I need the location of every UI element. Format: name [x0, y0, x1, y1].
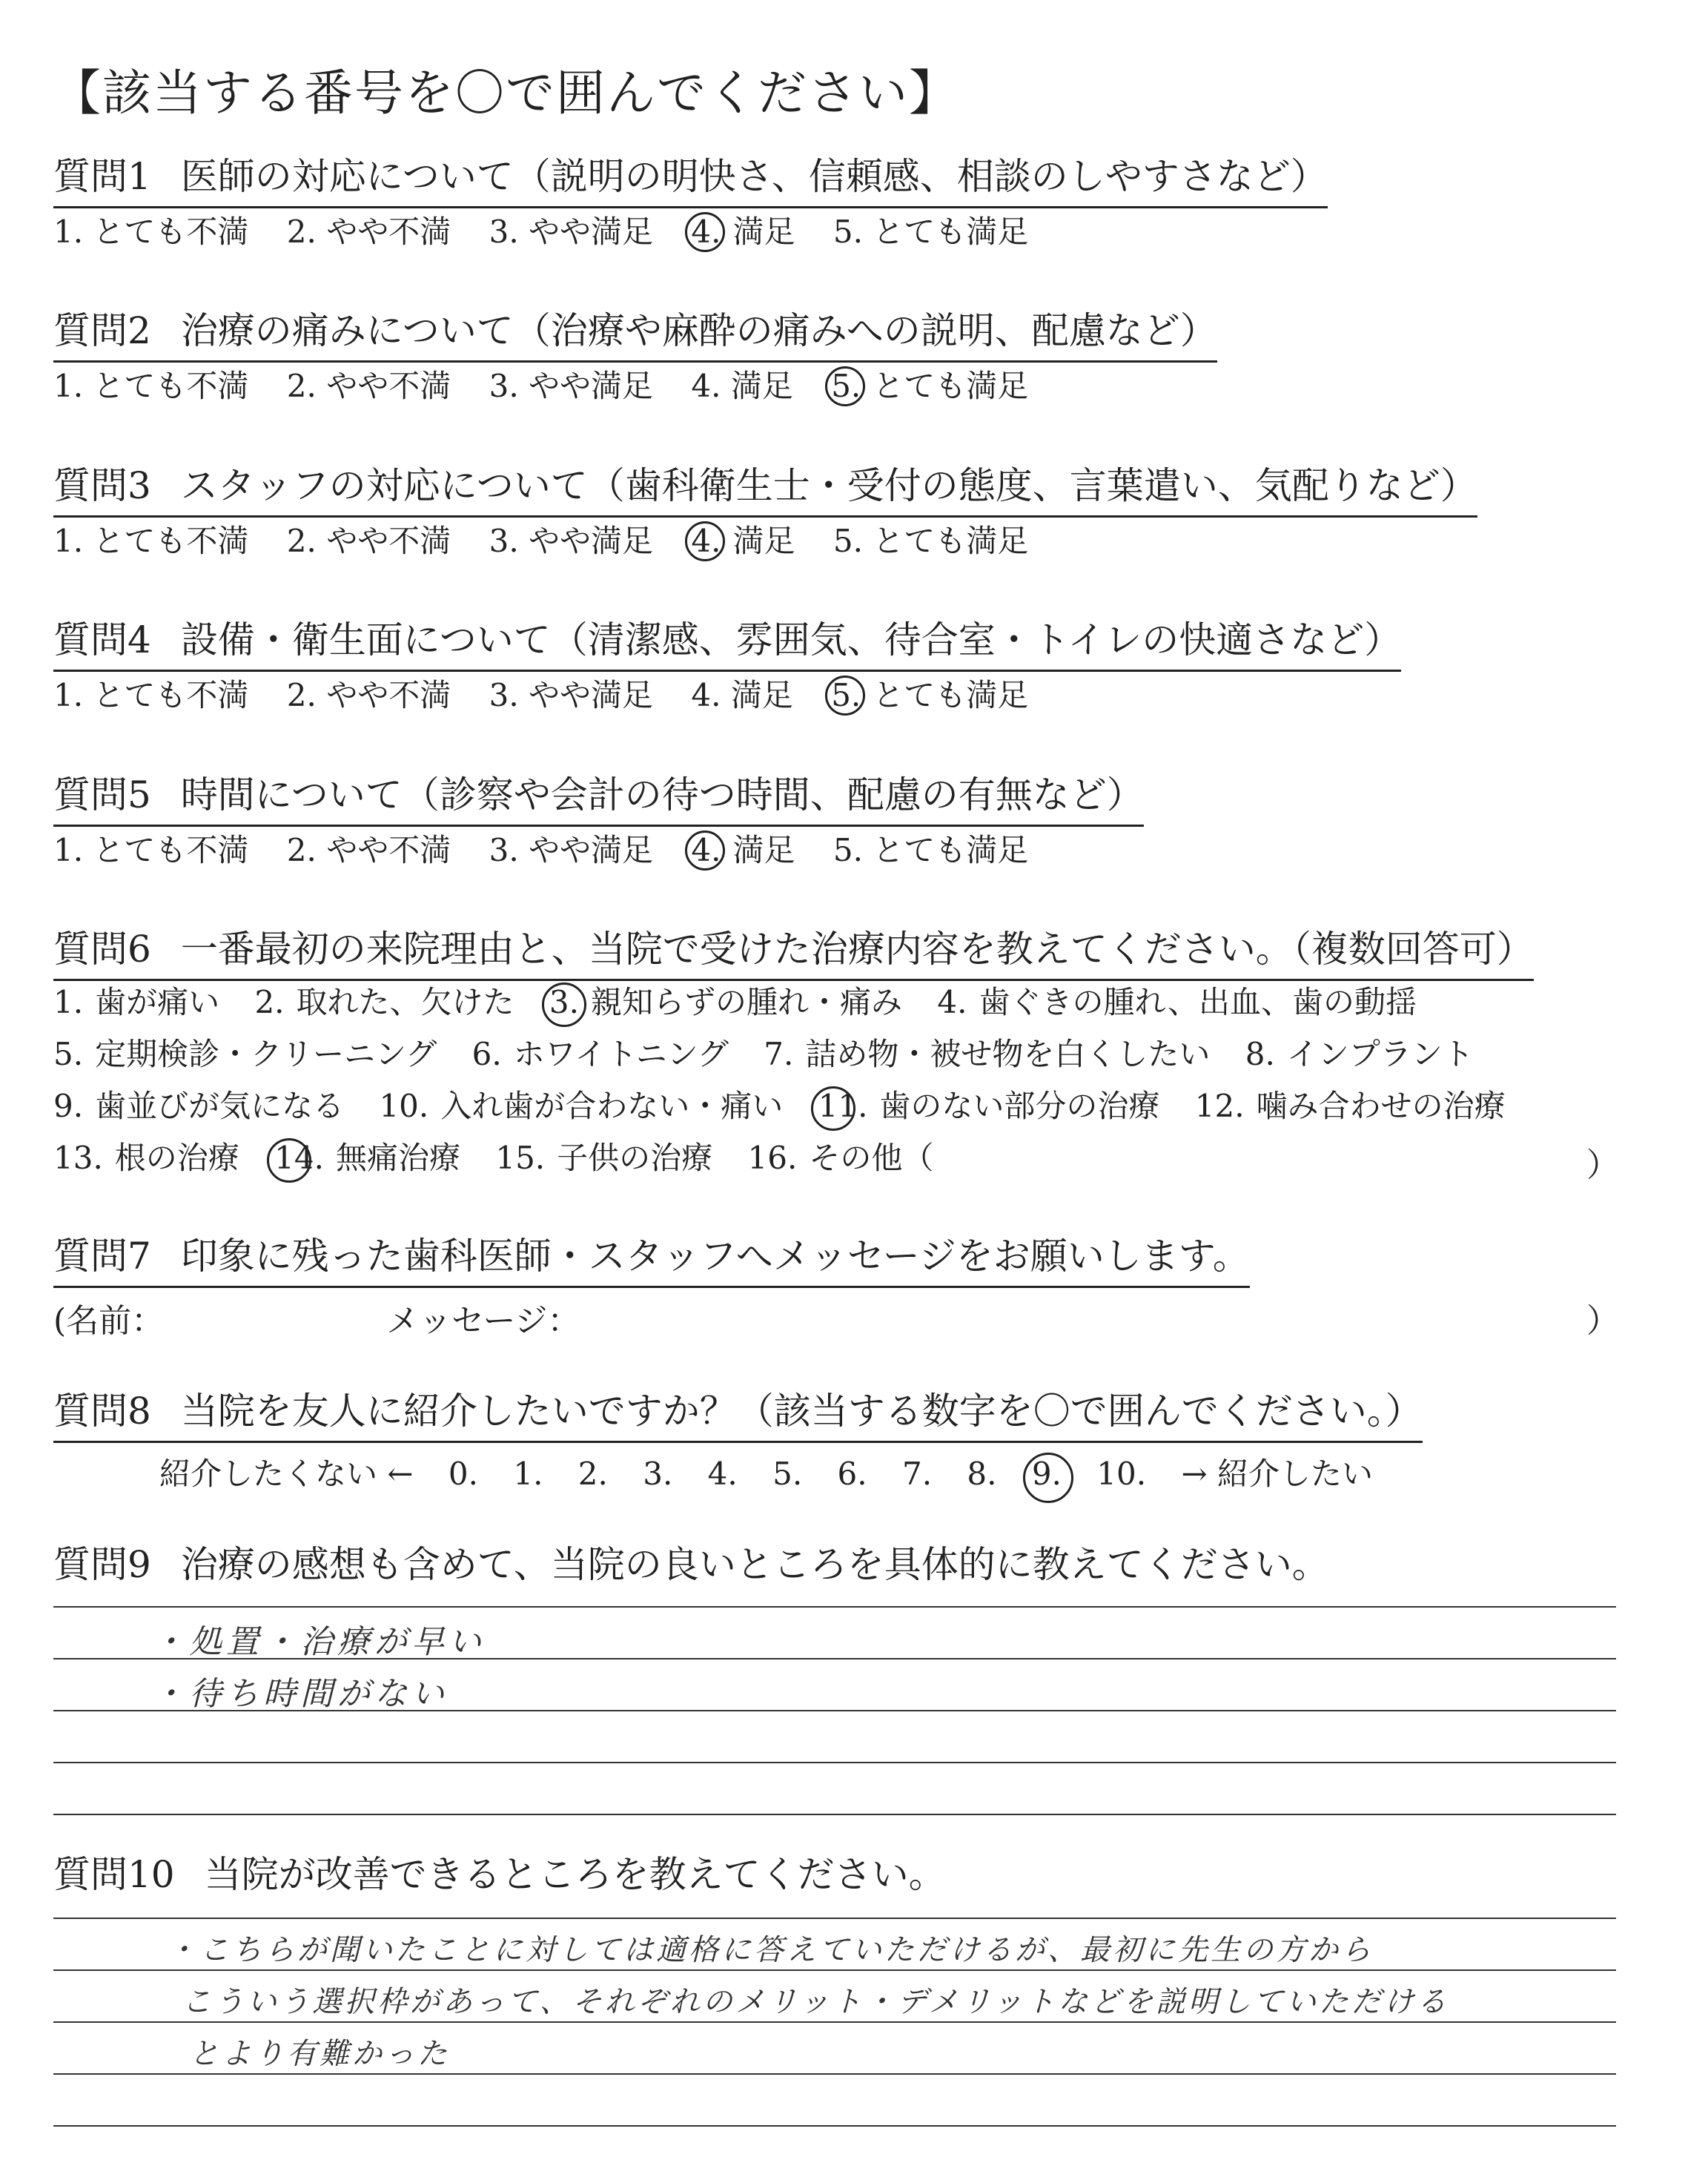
recommend-scale: [159, 1450, 1398, 1494]
question-5-heading: [53, 774, 1144, 827]
option-4-selected[interactable]: 4. 満足: [691, 832, 795, 868]
question-6-row-2: [53, 1036, 1499, 1073]
option-5[interactable]: 5. とても満足: [833, 832, 1029, 868]
option-1[interactable]: 1. とても不満: [53, 523, 249, 559]
answer-line: [53, 1762, 1616, 1763]
question-10-heading: [53, 1854, 946, 1904]
scale-right-label: → 紹介したい: [1181, 1456, 1373, 1492]
option-5-selected[interactable]: 5. とても満足: [831, 368, 1029, 404]
option-4[interactable]: 4. 満足: [691, 368, 793, 404]
answer-line: [53, 1606, 1616, 1608]
question-7-fields: [53, 1294, 580, 1341]
answer-line: [53, 1814, 1616, 1815]
question-8-heading: [53, 1390, 1423, 1443]
question-text: 一番最初の来院理由と、当院で受けた治療内容を教えてください。（複数回答可）: [180, 928, 1534, 971]
option-3[interactable]: 3. やや満足: [489, 677, 654, 713]
option-6[interactable]: 6. ホワイトニング: [471, 1036, 729, 1072]
question-4-heading: [53, 619, 1401, 672]
option-5-selected[interactable]: 5. とても満足: [831, 677, 1029, 713]
question-2-options: [53, 368, 1056, 405]
option-2[interactable]: 2. やや不満: [286, 523, 451, 559]
option-2[interactable]: 2. やや不満: [286, 214, 451, 250]
scale-5[interactable]: 5.: [772, 1456, 803, 1492]
option-8[interactable]: 8. インプラント: [1245, 1036, 1474, 1072]
scale-left-label: 紹介したくない ←: [159, 1456, 414, 1492]
option-4[interactable]: 4. 歯ぐきの腫れ、出血、歯の動揺: [937, 984, 1417, 1020]
question-number: 質問7: [53, 1235, 151, 1278]
option-4-selected[interactable]: 4. 満足: [691, 523, 795, 559]
question-6-row-1: [53, 984, 1442, 1021]
q10-handwritten-answer-3: とより有難かった: [189, 2037, 450, 2071]
option-3[interactable]: 3. やや満足: [489, 832, 654, 868]
question-number: 質問5: [53, 773, 151, 816]
option-11-selected[interactable]: 11. 歯のない部分の治療: [818, 1088, 1160, 1124]
option-7[interactable]: 7. 詰め物・被せ物を白くしたい: [764, 1036, 1211, 1072]
option-3[interactable]: 3. やや満足: [489, 214, 654, 250]
answer-line: [53, 2073, 1616, 2075]
option-1[interactable]: 1. とても不満: [53, 368, 249, 404]
question-number: 質問2: [53, 309, 151, 352]
q10-handwritten-answer-1: ・こちらが聞いたことに対しては適格に答えていただけるが、最初に先生の方から: [167, 1933, 1374, 1967]
page-title: 【該当する番号を〇で囲んでください】: [52, 65, 959, 122]
question-number: 質問6: [53, 928, 151, 971]
question-7-heading: [53, 1235, 1250, 1288]
scale-6[interactable]: 6.: [837, 1456, 867, 1492]
option-2[interactable]: 2. やや不満: [286, 677, 451, 713]
option-5[interactable]: 5. 定期検診・クリーニング: [53, 1036, 437, 1072]
question-text: 時間について（診察や会計の待つ時間、配慮の有無など）: [180, 773, 1144, 816]
question-text: 治療の痛みについて（治療や麻酔の痛みへの説明、配慮など）: [180, 309, 1217, 352]
option-2[interactable]: 2. 取れた、欠けた: [254, 984, 514, 1020]
answer-line: [53, 2021, 1616, 2023]
question-4-options: [53, 677, 1056, 714]
scale-8[interactable]: 8.: [967, 1456, 997, 1492]
option-1[interactable]: 1. 歯が痛い: [53, 984, 220, 1020]
option-5[interactable]: 5. とても満足: [833, 214, 1029, 250]
option-10[interactable]: 10. 入れ歯が合わない・痛い: [379, 1088, 784, 1124]
question-text: 当院が改善できるところを教えてください。: [204, 1853, 946, 1896]
option-5[interactable]: 5. とても満足: [833, 523, 1029, 559]
question-number: 質問1: [53, 155, 151, 198]
question-1-options: [53, 214, 1056, 251]
q10-handwritten-answer-2: こういう選択枠があって、それぞれのメリット・デメリットなどを説明していただける: [182, 1985, 1449, 2019]
question-3-heading: [53, 465, 1477, 518]
scale-1[interactable]: 1.: [513, 1456, 543, 1492]
option-3-selected[interactable]: 3. 親知らずの腫れ・痛み: [549, 984, 902, 1020]
question-number: 質問10: [53, 1853, 175, 1896]
option-1[interactable]: 1. とても不満: [53, 677, 249, 713]
question-number: 質問8: [53, 1390, 151, 1433]
question-3-options: [53, 523, 1056, 560]
option-3[interactable]: 3. やや満足: [489, 368, 654, 404]
other-close-paren: ）: [1586, 1146, 1619, 1184]
scale-4[interactable]: 4.: [707, 1456, 738, 1492]
option-2[interactable]: 2. やや不満: [286, 832, 451, 868]
question-9-heading: [53, 1544, 1329, 1594]
message-label: メッセージ：: [386, 1302, 580, 1340]
scale-3[interactable]: 3.: [643, 1456, 673, 1492]
question-number: 質問4: [53, 618, 151, 661]
question-text: スタッフの対応について（歯科衛生士・受付の態度、言葉遣い、気配りなど）: [180, 464, 1477, 507]
question-6-heading: [53, 928, 1534, 981]
option-4[interactable]: 4. 満足: [691, 677, 793, 713]
answer-line: [53, 2125, 1616, 2127]
option-1[interactable]: 1. とても不満: [53, 832, 249, 868]
question-number: 質問3: [53, 464, 151, 507]
question-6-row-4: [53, 1140, 959, 1177]
scale-2[interactable]: 2.: [577, 1456, 608, 1492]
question-text: 印象に残った歯科医師・スタッフへメッセージをお願いします。: [180, 1235, 1250, 1278]
scale-9-selected[interactable]: 9.: [1031, 1456, 1062, 1492]
name-label: (名前：: [53, 1302, 165, 1340]
option-1[interactable]: 1. とても不満: [53, 214, 249, 250]
scale-10[interactable]: 10.: [1096, 1456, 1147, 1492]
q9-handwritten-answer-2: ・待ち時間がない: [152, 1675, 448, 1713]
option-9[interactable]: 9. 歯並びが気になる: [53, 1088, 345, 1124]
question-number: 質問9: [53, 1543, 151, 1586]
question-6-row-3: [53, 1088, 1531, 1125]
option-12[interactable]: 12. 噛み合わせの治療: [1194, 1088, 1506, 1124]
message-close-paren: ）: [1586, 1302, 1619, 1340]
question-5-options: [53, 832, 1056, 869]
option-13[interactable]: 13. 根の治療: [53, 1140, 239, 1176]
option-3[interactable]: 3. やや満足: [489, 523, 654, 559]
answer-line: [53, 1969, 1616, 1971]
option-14-selected[interactable]: 14. 無痛治療: [274, 1140, 460, 1176]
q9-handwritten-answer-1: ・処置・治療が早い: [152, 1623, 486, 1661]
scale-7[interactable]: 7.: [901, 1456, 933, 1492]
option-4-selected[interactable]: 4. 満足: [691, 214, 795, 250]
option-16[interactable]: 16. その他（: [747, 1140, 934, 1176]
scale-0[interactable]: 0.: [448, 1456, 478, 1492]
option-2[interactable]: 2. やや不満: [286, 368, 451, 404]
option-15[interactable]: 15. 子供の治療: [495, 1140, 713, 1176]
question-text: 治療の感想も含めて、当院の良いところを具体的に教えてください。: [180, 1543, 1329, 1586]
question-2-heading: [53, 310, 1217, 363]
answer-line: [53, 1918, 1616, 1919]
question-text: 医師の対応について（説明の明快さ、信頼感、相談のしやすさなど）: [180, 155, 1328, 198]
question-text: 当院を友人に紹介したいですか？（該当する数字を〇で囲んでください。）: [180, 1390, 1423, 1433]
question-1-heading: [53, 156, 1328, 208]
question-text: 設備・衛生面について（清潔感、雰囲気、待合室・トイレの快適さなど）: [180, 618, 1402, 661]
